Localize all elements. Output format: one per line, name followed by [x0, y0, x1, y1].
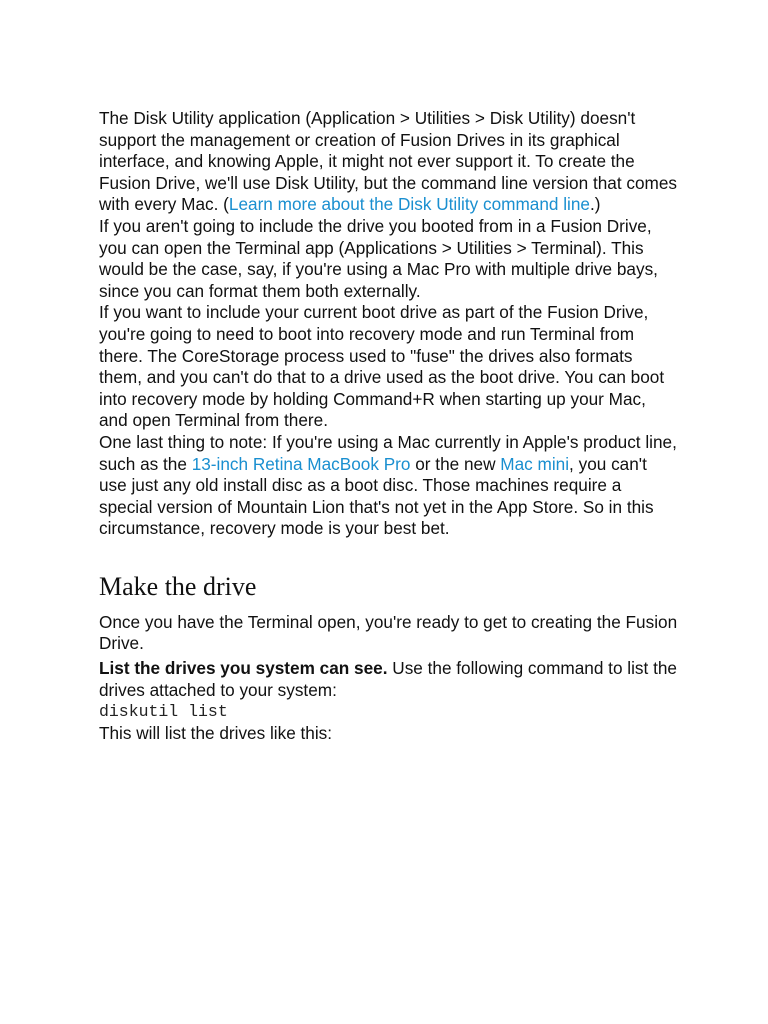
- step-list-drives-text: Use the following command to list the drives attached to your system:: [99, 658, 677, 700]
- intro-paragraph-1: [99, 108, 679, 216]
- section-heading: Make the drive: [99, 571, 257, 601]
- intro-paragraph-3: If you want to include your current boot drive as part of the Fusion Drive, you're going to need to boot into recovery mode and run Terminal from there. The CoreStorage process used to "fuse" the drives also formats them, and you can't do that to a drive used as the boot drive. You can boot into recovery mode by holding Command+R when starting up your Mac, and open Terminal from there.: [99, 302, 665, 431]
- mac-mini-link[interactable]: Mac mini: [500, 453, 570, 474]
- disk-utility-command-line-link[interactable]: Learn more about the Disk Utility command line: [228, 194, 590, 215]
- intro-paragraph-4-text: One last thing to note: If you're using a Mac currently in Apple's product line, such as the: [99, 431, 677, 474]
- intro-paragraph-4-tail: , you can't use just any old install disc as a boot disc. Those machines require a special version of Mountain Lion that's not yet in the App Store. So in this circumstance, recovery mode is your best bet.: [99, 453, 654, 539]
- article-body: [99, 108, 679, 744]
- section-paragraph-after-command: This will list the drives like this:: [99, 722, 333, 743]
- intro-paragraph-4-middle: or the new: [410, 453, 501, 474]
- intro-paragraph-2: If you aren't going to include the drive you booted from in a Fusion Drive, you can open the Terminal app (Applications > Utilities > Terminal). This would be the case, say, if you're using a Mac Pro with multiple drive bays, since you can format them both externally.: [99, 215, 658, 301]
- intro-paragraph-1-tail: .): [590, 194, 601, 215]
- step-list-drives-title: List the drives you system can see.: [99, 658, 388, 679]
- macbook-pro-link[interactable]: 13-inch Retina MacBook Pro: [191, 453, 411, 474]
- diskutil-command: diskutil list: [99, 702, 228, 722]
- step-list-drives: [99, 658, 679, 701]
- section-paragraph-1: Once you have the Terminal open, you're ready to get to creating the Fusion Drive.: [99, 611, 678, 654]
- intro-paragraph-1-text: The Disk Utility application (Application > Utilities > Disk Utility) doesn't support the management or creation of Fusion Drives in its graphical interface, and knowing Apple, it might not ever support it. To create the Fusion Drive, we'll use Disk Utility, but the command line version that comes with every Mac. (: [99, 108, 678, 215]
- intro-paragraph-4: [99, 432, 679, 540]
